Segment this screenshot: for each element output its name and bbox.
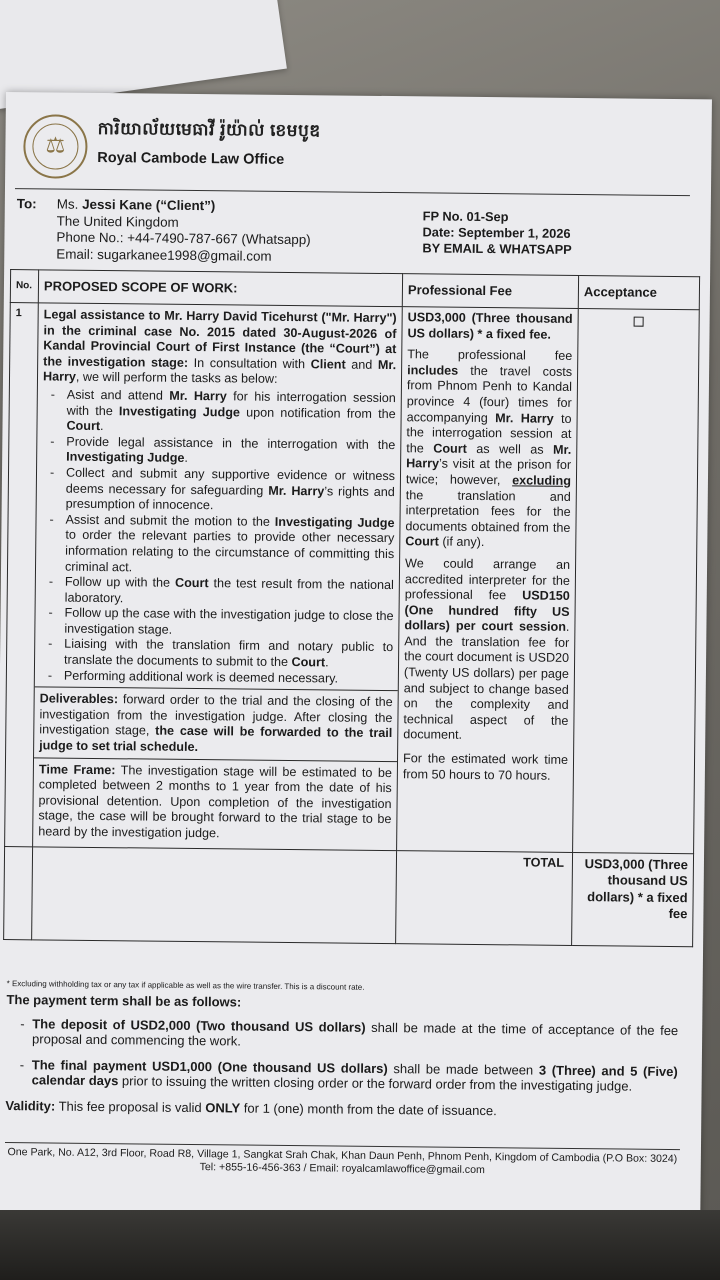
list-item: - Follow up with the Court the test result from the national laboratory.: [65, 575, 394, 610]
total-label: TOTAL: [396, 850, 573, 945]
scales-of-justice-icon: ⚖: [32, 123, 78, 169]
scope-intro: Legal assistance to Mr. Harry David Ticehurst ("Mr. Harry") in the criminal case No. 2015 dated 30-August-2026 of Kandal Provincial Court of First Instance (the “Court”) at the investigation stage: In consultation with Client and Mr. Harry, we will perform the tasks as below: - Asist and attend Mr. Harry for his interrogation session with the Investigating Judge upon notification from the Court. - Provide legal assistance in the interrogation with the Investigating Judge. - Collect and submit any supportive evidence or witness deems necessary for safeguarding Mr. Harry’s rights and presumption of innocence. - Assist and submit the motion to the Investigating Judge to order the relevant parties to provide other necessary information relating to the circumstance of committing this criminal act. - Follow up with the Court the test result from the national laboratory. - Follow up the case with the investigation judge to close the investigation stage. - Liaising with the translation firm and notary public to translate the documents to submit to the Court. - Performing additional work is deemed necessary.: [35, 303, 402, 690]
list-item: - Asist and attend Mr. Harry for his interrogation session with the Investigating Judge upon notification from the Court.: [66, 388, 395, 438]
estimated-work-time: For the estimated work time from 50 hours to 70 hours.: [402, 751, 569, 783]
reference-block: [422, 208, 682, 259]
timeframe-section: Time Frame: The investigation stage will be estimated to be completed between 2 months to 1 year from the date of his provisional detention. Upon completion of the investigation stage, the case will be brought forward to the trial stage to be heard by the investigation judge.: [33, 757, 397, 850]
payment-terms: [5, 992, 678, 1120]
footnote: * Excluding withholding tax or any tax if applicable as well as the wire transfer. This is a discount rate.: [6, 979, 365, 992]
list-item: - The final payment USD1,000 (One thousand US dollars) shall be made between 3 (Three) and 5 (Five) calendar days prior to issuing the written closing order or the forward order from the investigating judge.: [32, 1057, 678, 1095]
list-item: - The deposit of USD2,000 (Two thousand US dollars) shall be made at the time of acceptance of the fee proposal and commencing the work.: [32, 1016, 678, 1054]
payment-title: The payment term shall be as follows:: [6, 992, 242, 1010]
list-item: - Provide legal assistance in the interrogation with the Investigating Judge.: [66, 434, 395, 469]
proposal-date: Date: September 1, 2026: [422, 224, 571, 241]
header-fee: Professional Fee: [402, 274, 578, 309]
background-surface: [0, 1210, 720, 1280]
recipient-name: Ms. Jessi Kane (“Client”): [56, 196, 216, 214]
fee-proposal-document: [0, 92, 712, 1247]
recipient-email: Email: sugarkanee1998@gmail.com: [56, 246, 272, 264]
acceptance-cell: [573, 309, 700, 854]
office-name-khmer: ការិយាល័យមេធាវី រ៉ូយ៉ាល់ ខេមបូឌ: [97, 118, 321, 141]
interpreter-fee: We could arrange an accredited interpreter for the professional fee USD150 (One hundred fifty US dollars) per court session. And the translation fee for the court document is USD20 (Twenty US dollars) per page and subject to change based on the complexity and technical aspect of the document.: [403, 556, 571, 743]
deliverables-section: Deliverables: forward order to the trial and the closing of the investigation from the investigation judge. After closing the investigation stage, the case will be forwarded to the trail judge to set trial schedule.: [34, 687, 398, 761]
fee-amount: USD3,000 (Three thousand US dollars) * a fixed fee.: [407, 310, 573, 342]
task-list: [40, 387, 396, 687]
total-row: [4, 846, 694, 946]
acceptance-checkbox[interactable]: [634, 317, 644, 327]
list-item: - Follow up the case with the investigation judge to close the investigation stage.: [64, 606, 393, 641]
list-item: - Performing additional work is deemed necessary.: [64, 668, 393, 687]
law-office-logo: [23, 114, 88, 179]
scope-fee-table: [3, 269, 700, 947]
header-scope: PROPOSED SCOPE OF WORK:: [38, 270, 402, 307]
list-item: - Assist and submit the motion to the Investigating Judge to order the relevant parties to provide other necessary information relating to the circumstance of committing this criminal act.: [65, 512, 395, 578]
recipient-country: The United Kingdom: [56, 213, 179, 230]
total-empty-scope: [32, 846, 397, 943]
header-divider: [15, 188, 690, 196]
fee-inclusions: The professional fee includes the travel costs from Phnom Penh to Kandal province 4 (four) times for accompanying Mr. Harry to the interrogation session at the Court as well as Mr. Harry’s visit at the prison for twice; however, excluding the translation and interpretation fees for the documents obtained from the Court (if any).: [405, 347, 573, 550]
to-label: To:: [16, 196, 37, 212]
delivery-method: BY EMAIL & WHATSAPP: [422, 240, 572, 257]
fee-cell: [397, 307, 579, 852]
payment-list: [6, 1016, 679, 1095]
header-no: No.: [10, 270, 38, 303]
footer-address: One Park, No. A12, 3rd Floor, Road R8, Village 1, Sangkat Srah Chak, Khan Daun Penh, Phnom Penh, Kingdom of Cambodia (P.O Box: 3024): [7, 1146, 678, 1166]
list-item: - Collect and submit any supportive evidence or witness deems necessary for safeguarding Mr. Harry’s rights and presumption of innocence.: [66, 466, 395, 516]
total-amount: USD3,000 (Three thousand US dollars) * a fixed fee: [572, 852, 694, 946]
table-row: [5, 303, 700, 854]
header-acceptance: Acceptance: [578, 276, 699, 310]
footer-contact: Tel: +855-16-456-363 / Email: royalcamlawoffice@gmail.com: [199, 1161, 485, 1177]
footer: [5, 1146, 680, 1179]
row-number: 1: [5, 303, 39, 847]
list-item: - Liaising with the translation firm and notary public to translate the documents to submit to the Court.: [64, 637, 393, 672]
recipient-phone: Phone No.: +44-7490-787-667 (Whatsapp): [56, 229, 311, 248]
total-empty-no: [4, 846, 33, 939]
fp-number: FP No. 01-Sep: [422, 208, 509, 225]
validity-note: Validity: This fee proposal is valid ONLY for 1 (one) month from the date of issuance.: [5, 1097, 497, 1118]
scope-cell: [33, 303, 403, 850]
recipient-block: [16, 196, 417, 264]
office-name: Royal Cambode Law Office: [97, 149, 285, 168]
